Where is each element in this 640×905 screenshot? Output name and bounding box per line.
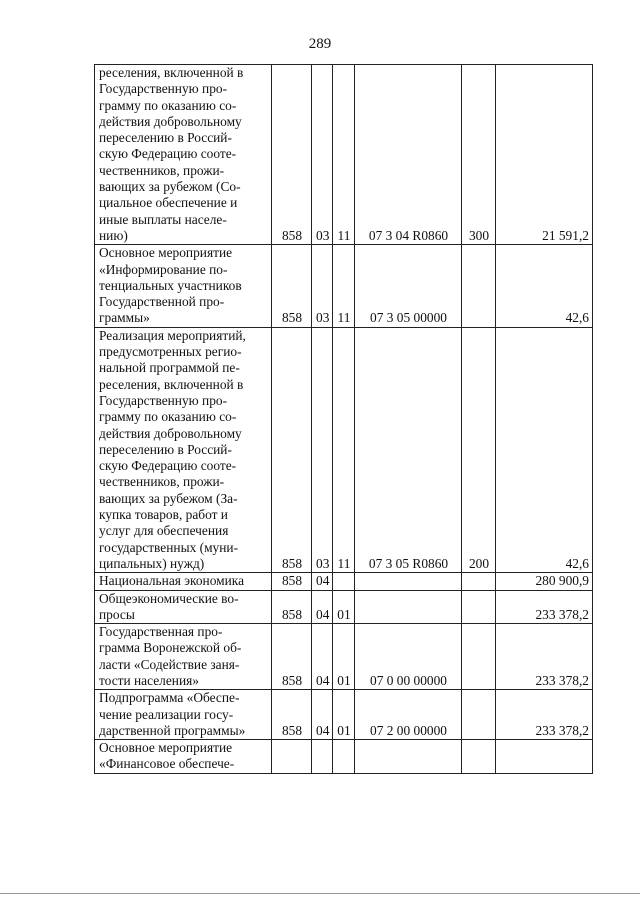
subsection-code: 11	[333, 327, 355, 572]
target-article-code	[355, 740, 462, 774]
table-row	[95, 573, 593, 590]
description-line: реселения, включенной в	[99, 65, 244, 80]
description-line: чественников, прожи-	[99, 162, 225, 178]
description-line: государственных (муни-	[99, 539, 239, 555]
scan-edge-line	[0, 893, 640, 894]
table-row	[95, 65, 593, 245]
section-code: 04	[312, 590, 333, 624]
description-line: Подпрограмма «Обеспе-	[99, 690, 240, 706]
amount: 42,6	[496, 327, 593, 572]
table-row	[95, 327, 593, 572]
amount: 42,6	[496, 245, 593, 327]
expense-type-code	[462, 245, 496, 327]
section-code: 03	[312, 327, 333, 572]
ministry-code: 858	[272, 327, 312, 572]
description-line: Государственную про-	[99, 392, 228, 408]
row-description	[95, 590, 272, 624]
section-code: 04	[312, 690, 333, 740]
description-line: Государственную про-	[99, 81, 228, 97]
section-code: 03	[312, 245, 333, 327]
description-line: циальное обеспечение и	[99, 195, 238, 211]
description-line: услуг для обеспечения	[99, 523, 229, 539]
description-line: вающих за рубежом (За-	[99, 490, 238, 506]
expense-type-code	[462, 624, 496, 690]
description-line: грамма Воронежской об-	[99, 640, 242, 656]
table-body	[95, 65, 593, 774]
ministry-code: 858	[272, 590, 312, 624]
expense-type-code	[462, 690, 496, 740]
table-row	[95, 245, 593, 327]
subsection-code	[333, 740, 355, 774]
description-line: вающих за рубежом (Со-	[99, 179, 241, 195]
expense-type-code: 200	[462, 327, 496, 572]
description-line: нальной программой пе-	[99, 360, 240, 376]
description-line: Реализация мероприятий,	[99, 327, 246, 343]
row-description	[95, 573, 272, 590]
row-description	[95, 65, 272, 245]
amount: 233 378,2	[496, 624, 593, 690]
table-row	[95, 590, 593, 624]
row-description	[95, 690, 272, 740]
target-article-code	[355, 573, 462, 590]
description-line: иные выплаты населе-	[99, 211, 227, 227]
subsection-code: 11	[333, 65, 355, 245]
ministry-code: 858	[272, 573, 312, 590]
description-line: Основное мероприятие	[99, 740, 233, 756]
description-line: ципальных) нужд)	[99, 555, 205, 571]
ministry-code: 858	[272, 690, 312, 740]
expense-type-code	[462, 573, 496, 590]
amount: 233 378,2	[496, 690, 593, 740]
table-row	[95, 624, 593, 690]
target-article-code: 07 3 05 R0860	[355, 327, 462, 572]
subsection-code: 01	[333, 624, 355, 690]
row-description	[95, 245, 272, 327]
ministry-code: 858	[272, 245, 312, 327]
amount: 233 378,2	[496, 590, 593, 624]
description-line: нию)	[99, 227, 128, 243]
description-line: ласти «Содействие заня-	[99, 656, 240, 672]
section-code: 03	[312, 65, 333, 245]
subsection-code: 11	[333, 245, 355, 327]
description-line: чение реализации госу-	[99, 706, 234, 722]
section-code	[312, 740, 333, 774]
amount: 280 900,9	[496, 573, 593, 590]
description-line: просы	[99, 606, 135, 622]
ministry-code	[272, 740, 312, 774]
target-article-code: 07 3 04 R0860	[355, 65, 462, 245]
target-article-code: 07 2 00 00000	[355, 690, 462, 740]
description-line: граммы»	[99, 310, 150, 326]
description-line: грамму по оказанию со-	[99, 409, 237, 425]
row-description	[95, 327, 272, 572]
description-line: «Финансовое обеспече-	[99, 756, 235, 772]
row-description	[95, 624, 272, 690]
description-line: переселению в Россий-	[99, 441, 232, 457]
subsection-code: 01	[333, 690, 355, 740]
table-row	[95, 740, 593, 774]
row-description	[95, 740, 272, 774]
amount: 21 591,2	[496, 65, 593, 245]
target-article-code: 07 0 00 00000	[355, 624, 462, 690]
description-line: тенциальных участников	[99, 277, 242, 293]
subsection-code	[333, 573, 355, 590]
target-article-code	[355, 590, 462, 624]
description-line: реселения, включенной в	[99, 376, 244, 392]
description-line: Национальная экономика	[99, 573, 245, 589]
description-line: Основное мероприятие	[99, 245, 233, 261]
expense-type-code	[462, 590, 496, 624]
description-line: «Информирование по-	[99, 261, 228, 277]
description-line: действия добровольному	[99, 425, 242, 441]
description-line: тости населения»	[99, 672, 199, 688]
description-line: скую Федерацию соотe-	[99, 146, 237, 162]
description-line: действия добровольному	[99, 113, 242, 129]
section-code: 04	[312, 573, 333, 590]
budget-table	[94, 64, 593, 774]
expense-type-code	[462, 740, 496, 774]
page-number: 289	[308, 36, 332, 52]
target-article-code: 07 3 05 00000	[355, 245, 462, 327]
description-line: скую Федерацию соотe-	[99, 458, 237, 474]
description-line: Государственной про-	[99, 294, 225, 310]
ministry-code: 858	[272, 624, 312, 690]
ministry-code: 858	[272, 65, 312, 245]
subsection-code: 01	[333, 590, 355, 624]
table-row	[95, 690, 593, 740]
description-line: купка товаров, работ и	[99, 507, 228, 523]
description-line: чественников, прожи-	[99, 474, 225, 490]
description-line: переселению в Россий-	[99, 130, 232, 146]
description-line: Государственная про-	[99, 624, 223, 640]
expense-type-code: 300	[462, 65, 496, 245]
section-code: 04	[312, 624, 333, 690]
description-line: грамму по оказанию со-	[99, 97, 237, 113]
description-line: Общеэкономические во-	[99, 590, 239, 606]
amount	[496, 740, 593, 774]
description-line: дарственной программы»	[99, 722, 246, 738]
description-line: предусмотренных регио-	[99, 344, 242, 360]
